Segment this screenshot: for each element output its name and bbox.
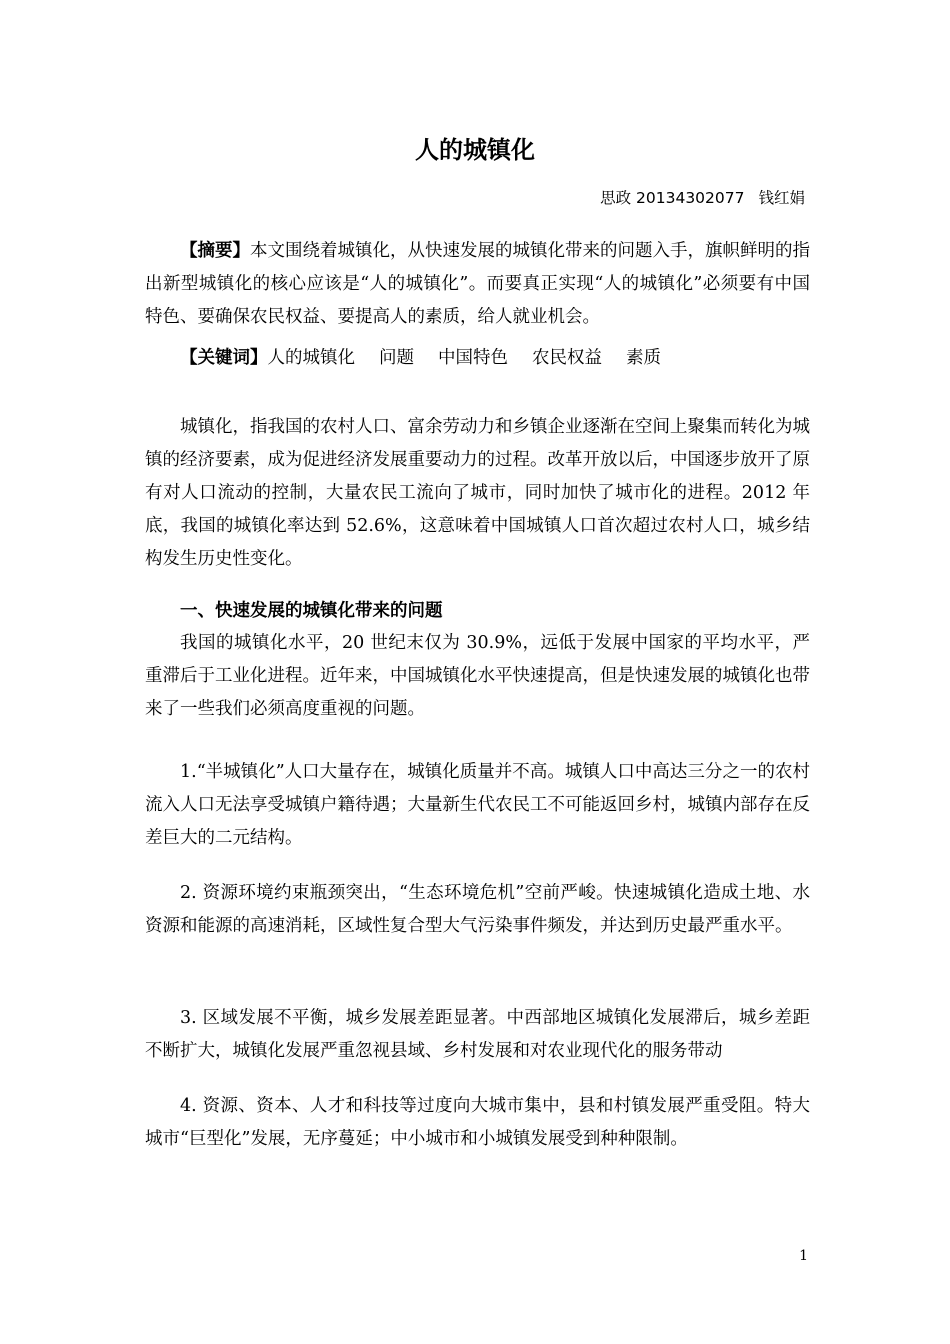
author-name: 钱红娟: [758, 189, 805, 207]
page-number: 1: [799, 1248, 808, 1264]
list-item: 2. 资源环境约束瓶颈突出，“生态环境危机”空前严峻。快速城镇化造成土地、水资源和能源的高速消耗，区域性复合型大气污染事件频发，并达到历史最严重水平。: [145, 883, 810, 936]
keyword: 素质: [626, 348, 661, 368]
author-id: 思政 20134302077: [600, 189, 745, 207]
author-line: [600, 186, 805, 210]
intro-paragraph: 城镇化，指我国的农村人口、富余劳动力和乡镇企业逐渐在空间上聚集而转化为城镇的经济要素，成为促进经济发展重要动力的过程。改革开放以后，中国逐步放开了原有对人口流动的控制，大量农民工流向了城市，同时加快了城市化的进程。2012 年底，我国的城镇化率达到 52.6%，这意味着中国城镇人口首次超过农村人口，城乡结构发生历史性变化。: [145, 417, 810, 569]
abstract-label: 【摘要】: [180, 241, 250, 261]
keyword: 人的城镇化: [267, 348, 355, 368]
abstract-paragraph: [145, 235, 810, 334]
section-intro-paragraph: 我国的城镇化水平，20 世纪末仅为 30.9%，远低于发展中国家的平均水平，严重滞后于工业化进程。近年来，中国城镇化水平快速提高，但是快速发展的城镇化也带来了一些我们必须高度重视的问题。: [145, 633, 810, 719]
abstract-text: 本文围绕着城镇化，从快速发展的城镇化带来的问题入手，旗帜鲜明的指出新型城镇化的核心应该是“人的城镇化”。而要真正实现“人的城镇化”必须要有中国特色、要确保农民权益、要提高人的素质，给人就业机会。: [145, 241, 810, 327]
document-title: 人的城镇化: [415, 136, 535, 164]
keywords-label: 【关键词】: [180, 348, 268, 368]
list-item: 1.“半城镇化”人口大量存在，城镇化质量并不高。城镇人口中高达三分之一的农村流入人口无法享受城镇户籍待遇；大量新生代农民工不可能返回乡村，城镇内部存在反差巨大的二元结构。: [145, 762, 810, 848]
keywords-line: [180, 342, 685, 375]
keyword: 农民权益: [532, 348, 602, 368]
section-heading: 一、快速发展的城镇化带来的问题: [180, 601, 443, 621]
keyword: 中国特色: [438, 348, 508, 368]
list-item: 4. 资源、资本、人才和科技等过度向大城市集中，县和村镇发展严重受阻。特大城市“巨型化”发展，无序蔓延；中小城市和小城镇发展受到种种限制。: [145, 1096, 810, 1149]
keyword: 问题: [379, 348, 414, 368]
list-item: 3. 区域发展不平衡，城乡发展差距显著。中西部地区城镇化发展滞后，城乡差距不断扩大，城镇化发展严重忽视县域、乡村发展和对农业现代化的服务带动: [145, 1008, 810, 1061]
